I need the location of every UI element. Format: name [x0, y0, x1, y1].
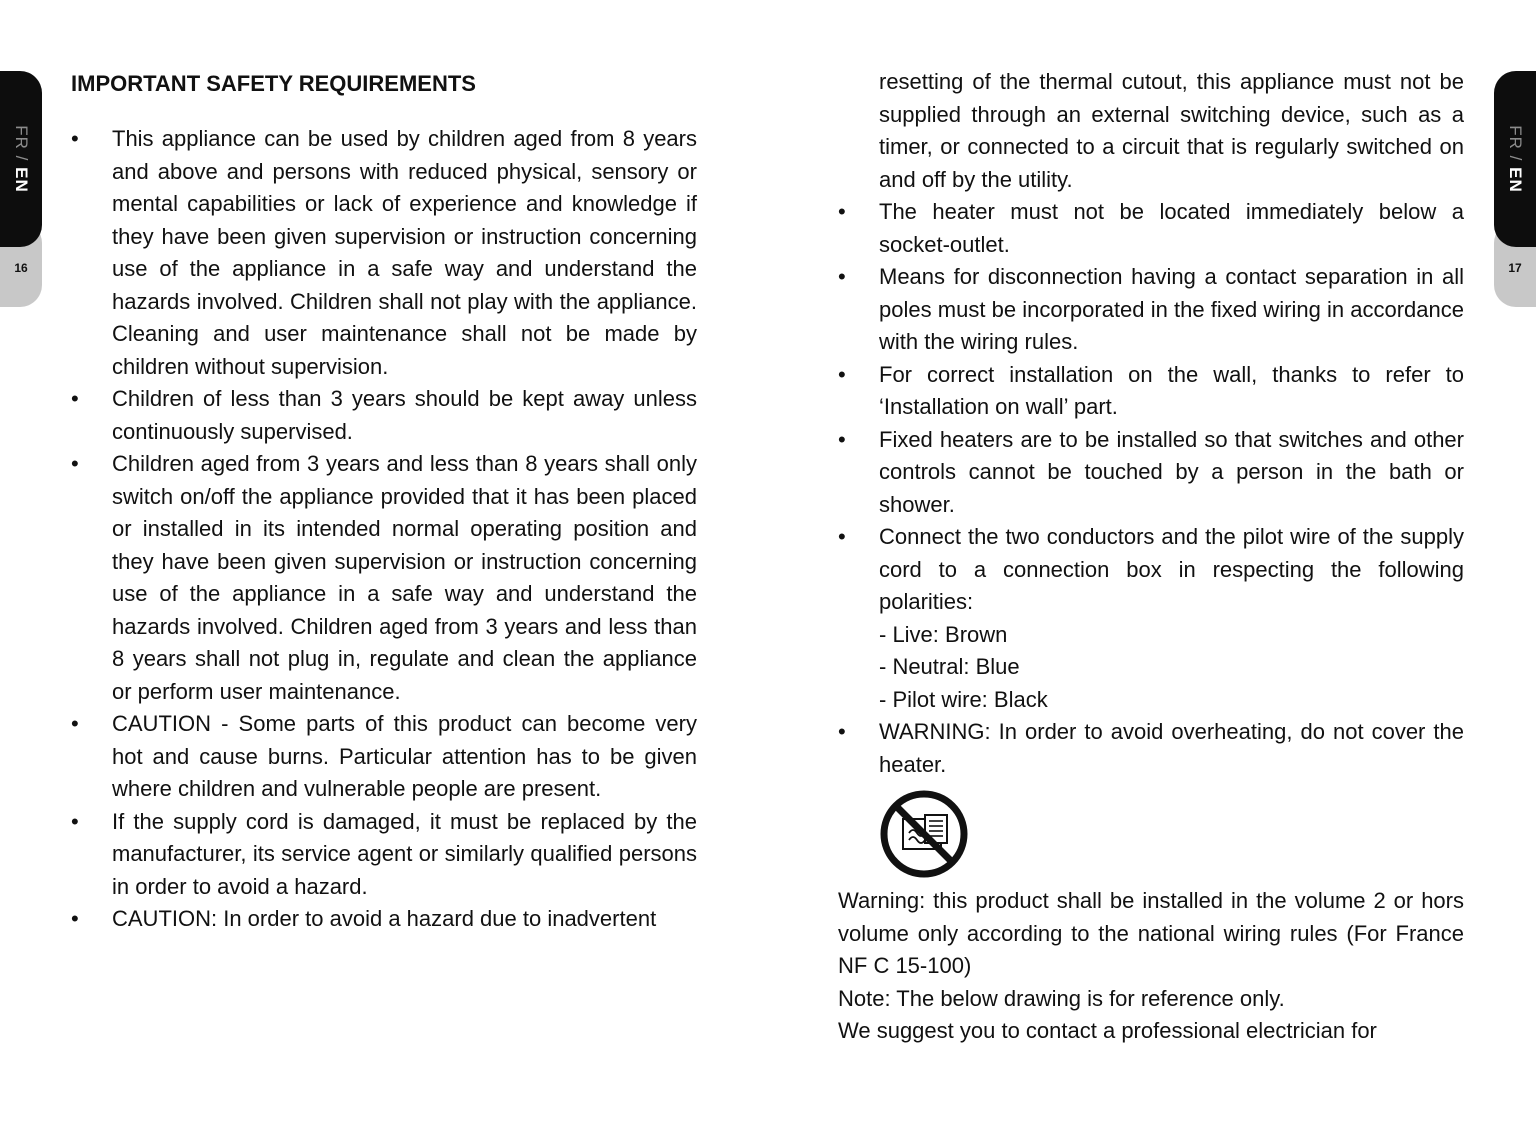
section-heading: IMPORTANT SAFETY REQUIREMENTS — [71, 71, 476, 96]
list-item-continuation: resetting of the thermal cutout, this appliance must not be supplied through an external switching device, such as a timer, or connected to a circuit that is regularly switched on and off by the utility. — [879, 69, 1464, 192]
installation-warning-paragraph: Warning: this product shall be installed in the volume 2 or hors volume only according to the national wiring rules (For France NF C 15-100) — [838, 888, 1464, 978]
drawing-note-paragraph: Note: The below drawing is for reference only. — [838, 985, 1285, 1011]
warning-sign-wrapper — [838, 781, 1464, 885]
language-separator: / — [12, 155, 31, 162]
polarity-live: - Live: Brown — [879, 621, 1008, 647]
language-en: EN — [12, 167, 31, 193]
page-number-right: 17 — [1508, 261, 1522, 275]
list-item: • For correct installation on the wall, thanks to refer to ‘Installation on wall’ part. — [838, 359, 1464, 424]
safety-list — [71, 123, 697, 936]
polarity-pilot-wire: - Pilot wire: Black — [879, 686, 1048, 712]
language-label — [11, 125, 31, 193]
list-item: • CAUTION: In order to avoid a hazard due to inadvertent — [71, 903, 697, 936]
do-not-cover-icon — [879, 789, 969, 879]
list-item: • Connect the two conductors and the pilot wire of the supply cord to a connection box in respecting the following polarities: — [838, 521, 1464, 619]
polarity-neutral: - Neutral: Blue — [879, 654, 1020, 679]
list-item: • Children aged from 3 years and less than 8 years shall only switch on/off the appliance provided that it has been placed or installed in its intended normal operating position and they have been given supervision or instruction concerning use of the appliance in a safe way and understand the hazards involved. Children aged from 3 years and less than 8 years shall not plug in, regulate and clean the appliance or perform user maintenance. — [71, 448, 697, 708]
language-fr: FR — [1506, 125, 1525, 150]
language-separator: / — [1506, 155, 1525, 162]
list-item: • This appliance can be used by children aged from 8 years and above and persons with reduced physical, sensory or mental capabilities or lack of experience and knowledge if they have been given supervision or instruction concerning use of the appliance in a safe way and understand the hazards involved. Children shall not play with the appliance. Cleaning and user maintenance shall not be made by children without supervision. — [71, 123, 697, 383]
list-item: • Means for disconnection having a contact separation in all poles must be incorporated in the fixed wiring in accordance with the wiring rules. — [838, 261, 1464, 359]
list-item: • Fixed heaters are to be installed so that switches and other controls cannot be touched by a person in the bath or shower. — [838, 424, 1464, 522]
warning-list — [838, 716, 1464, 781]
language-en: EN — [1506, 167, 1525, 193]
page-number-left: 16 — [14, 261, 28, 275]
list-item: • CAUTION - Some parts of this product can become very hot and cause burns. Particular attention has to be given where children and vulnerable people are present. — [71, 708, 697, 806]
language-label — [1505, 125, 1525, 193]
list-item: • The heater must not be located immediately below a socket-outlet. — [838, 196, 1464, 261]
language-fr: FR — [12, 125, 31, 150]
list-item: • If the supply cord is damaged, it must be replaced by the manufacturer, its service agent or similarly qualified persons in order to avoid a hazard. — [71, 806, 697, 904]
warning-list-item: • WARNING: In order to avoid overheating, do not cover the heater. — [838, 716, 1464, 781]
list-item: • Children of less than 3 years should be kept away unless continuously supervised. — [71, 383, 697, 448]
right-page-column — [838, 66, 1464, 1048]
language-tab-right — [1494, 71, 1536, 307]
electrician-suggestion-paragraph: We suggest you to contact a professional electrician for — [838, 1018, 1377, 1043]
language-tab-left — [0, 71, 42, 307]
installation-list — [838, 196, 1464, 619]
left-page-column — [71, 66, 697, 936]
